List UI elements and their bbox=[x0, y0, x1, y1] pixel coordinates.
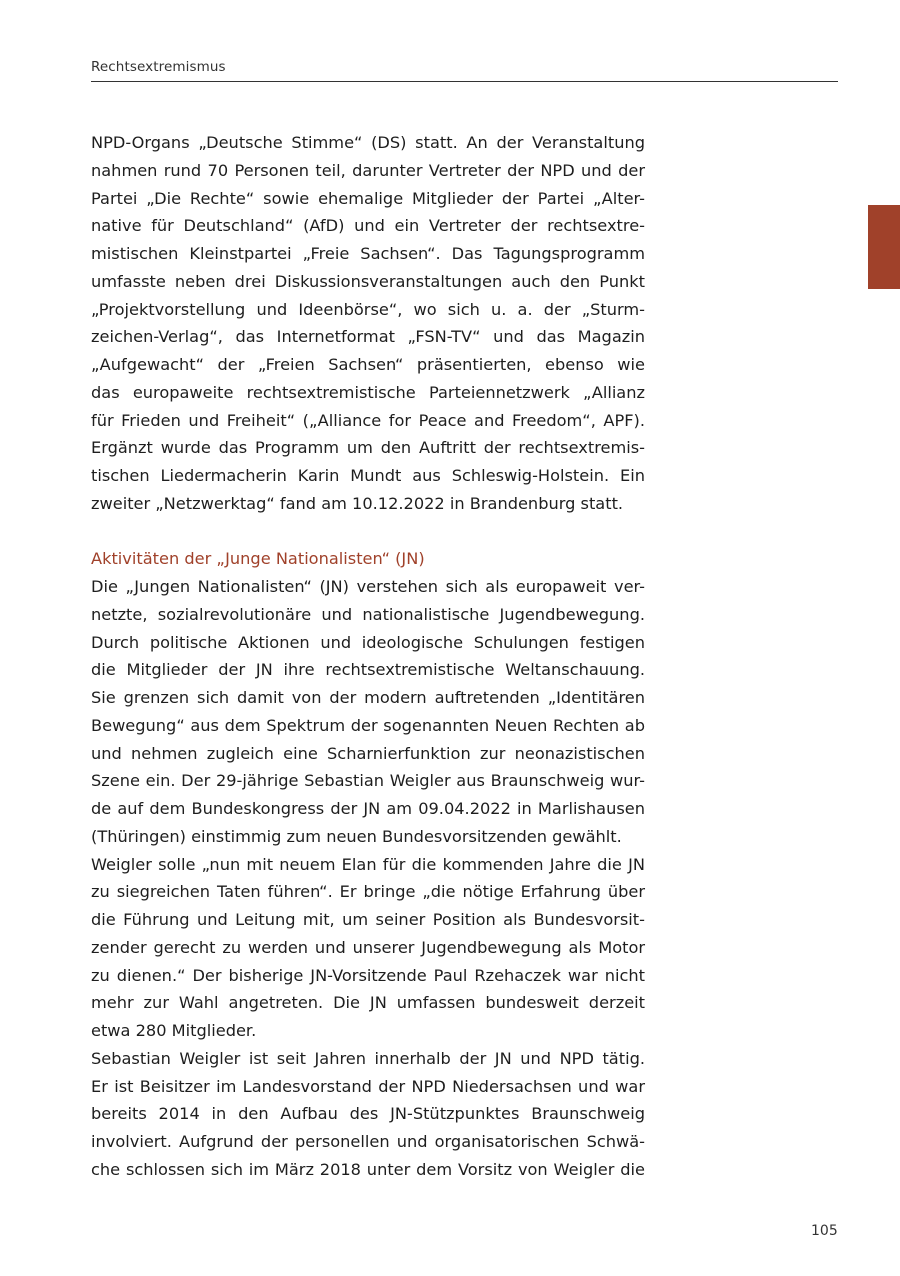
text-line: NPD-Organs „Deutsche Stimme“ (DS) statt. An der Veranstaltung bbox=[91, 133, 645, 152]
chapter-thumb-tab bbox=[868, 205, 900, 289]
text-line: Weigler solle „nun mit neuem Elan für die kommenden Jahre die JN bbox=[91, 854, 645, 874]
text-line: zender gerecht zu werden und unserer Jugendbewegung als Motor bbox=[91, 937, 645, 957]
text-line: nahmen rund 70 Personen teil, darunter Vertreter der NPD und der bbox=[91, 160, 645, 180]
text-line: „Projektvorstellung und Ideenbörse“, wo sich u. a. der „Sturm- bbox=[91, 299, 645, 319]
text-line: Die „Jungen Nationalisten“ (JN) verstehen sich als europaweit ver- bbox=[91, 577, 645, 596]
body-text bbox=[91, 129, 645, 1184]
text-line: umfasste neben drei Diskussionsveranstaltungen auch den Punkt bbox=[91, 271, 645, 291]
text-line: che schlossen sich im März 2018 unter dem Vorsitz von Weigler die bbox=[91, 1159, 645, 1179]
text-line: mehr zur Wahl angetreten. Die JN umfassen bundesweit derzeit bbox=[91, 993, 645, 1013]
text-line: „Aufgewacht“ der „Freien Sachsen“ präsentierten, ebenso wie bbox=[91, 355, 645, 374]
text-line: das europaweite rechtsextremistische Parteiennetzwerk „Allianz bbox=[91, 382, 645, 402]
text-line: Bewegung“ aus dem Spektrum der sogenannten Neuen Rechten ab bbox=[91, 715, 645, 735]
text-line: Partei „Die Rechte“ sowie ehemalige Mitglieder der Partei „Alter- bbox=[91, 188, 645, 208]
running-header: Rechtsextremismus bbox=[91, 59, 226, 75]
text-line: für Frieden und Freiheit“ („Alliance for Peace and Freedom“, APF). bbox=[91, 410, 645, 430]
text-line: native für Deutschland“ (AfD) und ein Vertreter der rechtsextre- bbox=[91, 216, 645, 236]
text-line: Er ist Beisitzer im Landesvorstand der NPD Niedersachsen und war bbox=[91, 1076, 645, 1096]
paragraph-intro bbox=[91, 129, 645, 518]
text-line: Sebastian Weigler ist seit Jahren innerhalb der JN und NPD tätig. bbox=[91, 1048, 645, 1068]
text-line: netzte, sozialrevolutionäre und nationalistische Jugendbewegung. bbox=[91, 604, 645, 624]
text-line: mistischen Kleinstpartei „Freie Sachsen“. Das Tagungsprogramm bbox=[91, 244, 645, 263]
text-line: de auf dem Bundeskongress der JN am 09.04.2022 in Marlishausen bbox=[91, 799, 645, 818]
header-rule bbox=[91, 81, 838, 82]
text-line: Ergänzt wurde das Programm um den Auftritt der rechtsextremis- bbox=[91, 438, 645, 458]
text-line: zu siegreichen Taten führen“. Er bringe „die nötige Erfahrung über bbox=[91, 882, 645, 902]
text-line: zeichen-Verlag“, das Internetformat „FSN-TV“ und das Magazin bbox=[91, 327, 645, 347]
text-line: tischen Liedermacherin Karin Mundt aus Schleswig-Holstein. Ein bbox=[91, 466, 645, 485]
text-line: etwa 280 Mitglieder. bbox=[91, 1021, 257, 1040]
text-line: (Thüringen) einstimmig zum neuen Bundesvorsitzenden gewählt. bbox=[91, 826, 622, 846]
text-line: bereits 2014 in den Aufbau des JN-Stützpunktes Braunschweig bbox=[91, 1104, 645, 1124]
text-line: Sie grenzen sich damit von der modern auftretenden „Identitären bbox=[91, 688, 645, 707]
text-line: die Führung und Leitung mit, um seiner Position als Bundesvorsit- bbox=[91, 910, 645, 929]
text-line: Szene ein. Der 29-jährige Sebastian Weigler aus Braunschweig wur- bbox=[91, 771, 645, 791]
text-line: involviert. Aufgrund der personellen und organisatorischen Schwä- bbox=[91, 1132, 645, 1151]
paragraph-jn-2 bbox=[91, 851, 645, 1045]
section-spacer bbox=[91, 518, 645, 546]
text-line: zu dienen.“ Der bisherige JN-Vorsitzende Paul Rzehaczek war nicht bbox=[91, 965, 645, 985]
text-line: Durch politische Aktionen und ideologische Schulungen festigen bbox=[91, 632, 645, 652]
section-heading: Aktivitäten der „Junge Nationalisten“ (JN) bbox=[91, 549, 425, 569]
paragraph-jn-3 bbox=[91, 1045, 645, 1184]
page-number: 105 bbox=[811, 1223, 838, 1239]
text-line: zweiter „Netzwerktag“ fand am 10.12.2022 in Brandenburg statt. bbox=[91, 493, 624, 513]
text-line: die Mitglieder der JN ihre rechtsextremistische Weltanschauung. bbox=[91, 660, 645, 680]
text-line: und nehmen zugleich eine Scharnierfunktion zur neonazistischen bbox=[91, 743, 645, 763]
paragraph-jn-1 bbox=[91, 573, 645, 851]
